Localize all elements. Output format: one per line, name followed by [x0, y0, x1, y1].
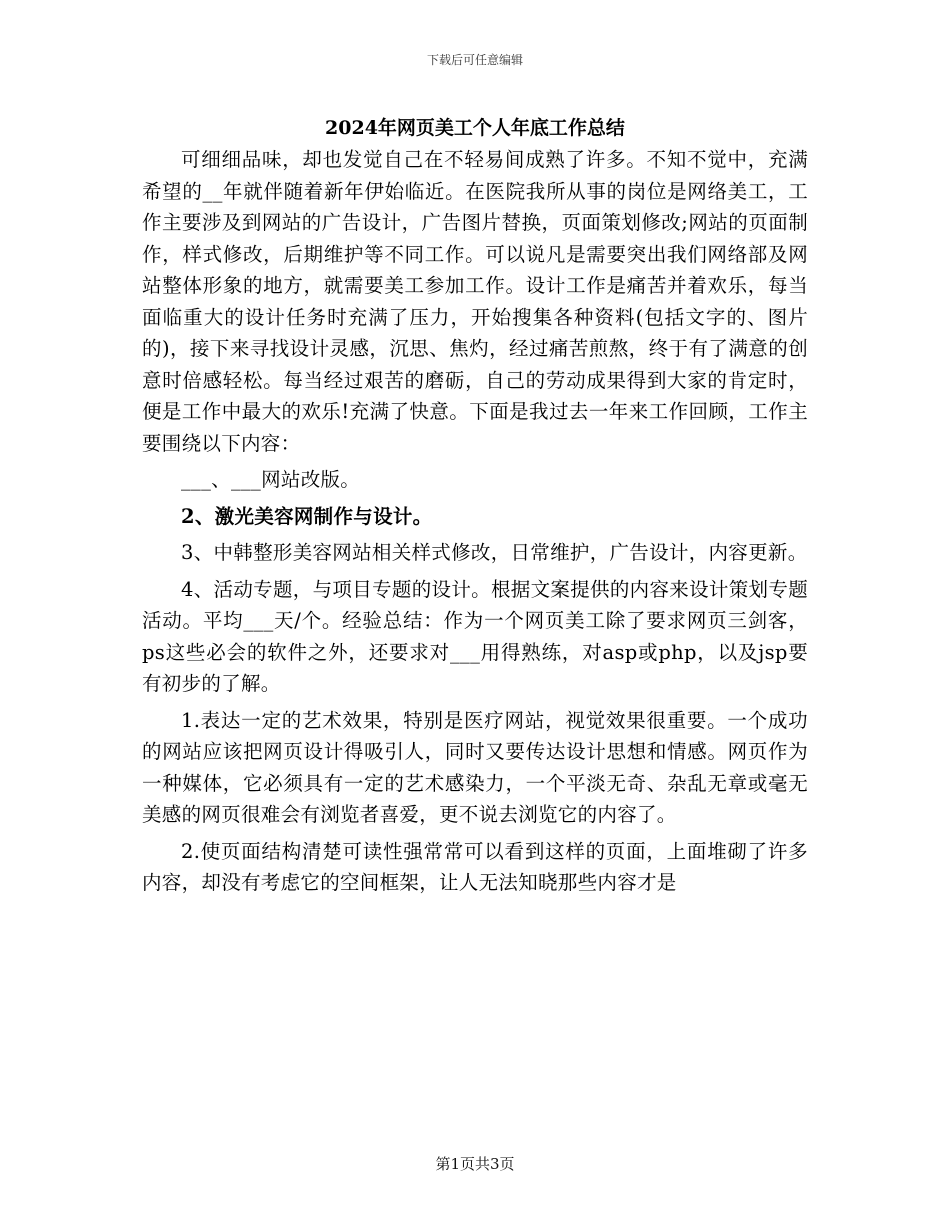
page-header-note: 下载后可任意编辑 — [426, 53, 523, 67]
paragraph-item-1: ___、___网站改版。 — [181, 468, 361, 491]
paragraph-item-4: 4、活动专题，与项目专题的设计。根据文案提供的内容来设计策划专题活动。平均___天/个。经验总结：作为一个网页美工除了要求网页三剑客，ps这些必会的软件之外，还要求对___用得熟练，对asp或php，以及jsp要有初步的了解。 — [142, 577, 808, 695]
document-body — [142, 112, 808, 899]
paragraph-point-1: 1.表达一定的艺术效果，特别是医疗网站，视觉效果很重要。一个成功的网站应该把网页设计得吸引人，同时又要传达设计思想和情感。网页作为一种媒体，它必须具有一定的艺术感染力，一个平淡无奇、杂乱无章或毫无美感的网页很难会有浏览者喜爱，更不说去浏览它的内容了。 — [142, 708, 808, 826]
paragraph-point-2: 2.使页面结构清楚可读性强常常可以看到这样的页面，上面堆砌了许多内容，却没有考虑它的空间框架，让人无法知晓那些内容才是 — [142, 839, 808, 894]
paragraph-item-2: 2、激光美容网制作与设计。 — [181, 504, 433, 528]
document-title: 2024年网页美工个人年底工作总结 — [325, 117, 625, 139]
page-number: 第1页共3页 — [435, 1155, 515, 1173]
paragraph-item-3: 3、中韩整形美容网站相关样式修改，日常维护，广告设计，内容更新。 — [181, 541, 808, 564]
paragraph-intro: 可细细品味，却也发觉自己在不轻易间成熟了许多。不知不觉中，充满希望的__年就伴随着新年伊始临近。在医院我所从事的岗位是网络美工，工作主要涉及到网站的广告设计，广告图片替换，页面策划修改;网站的页面制作，样式修改，后期维护等不同工作。可以说凡是需要突出我们网络部及网站整体形象的地方，就需要美工参加工作。设计工作是痛苦并着欢乐，每当面临重大的设计任务时充满了压力，开始搜集各种资料(包括文字的、图片的)，接下来寻找设计灵感，沉思、焦灼，经过痛苦煎熬，终于有了满意的创意时倍感轻松。每当经过艰苦的磨砺，自己的劳动成果得到大家的肯定时，便是工作中最大的欢乐!充满了快意。下面是我过去一年来工作回顾，工作主要围绕以下内容： — [142, 148, 808, 455]
